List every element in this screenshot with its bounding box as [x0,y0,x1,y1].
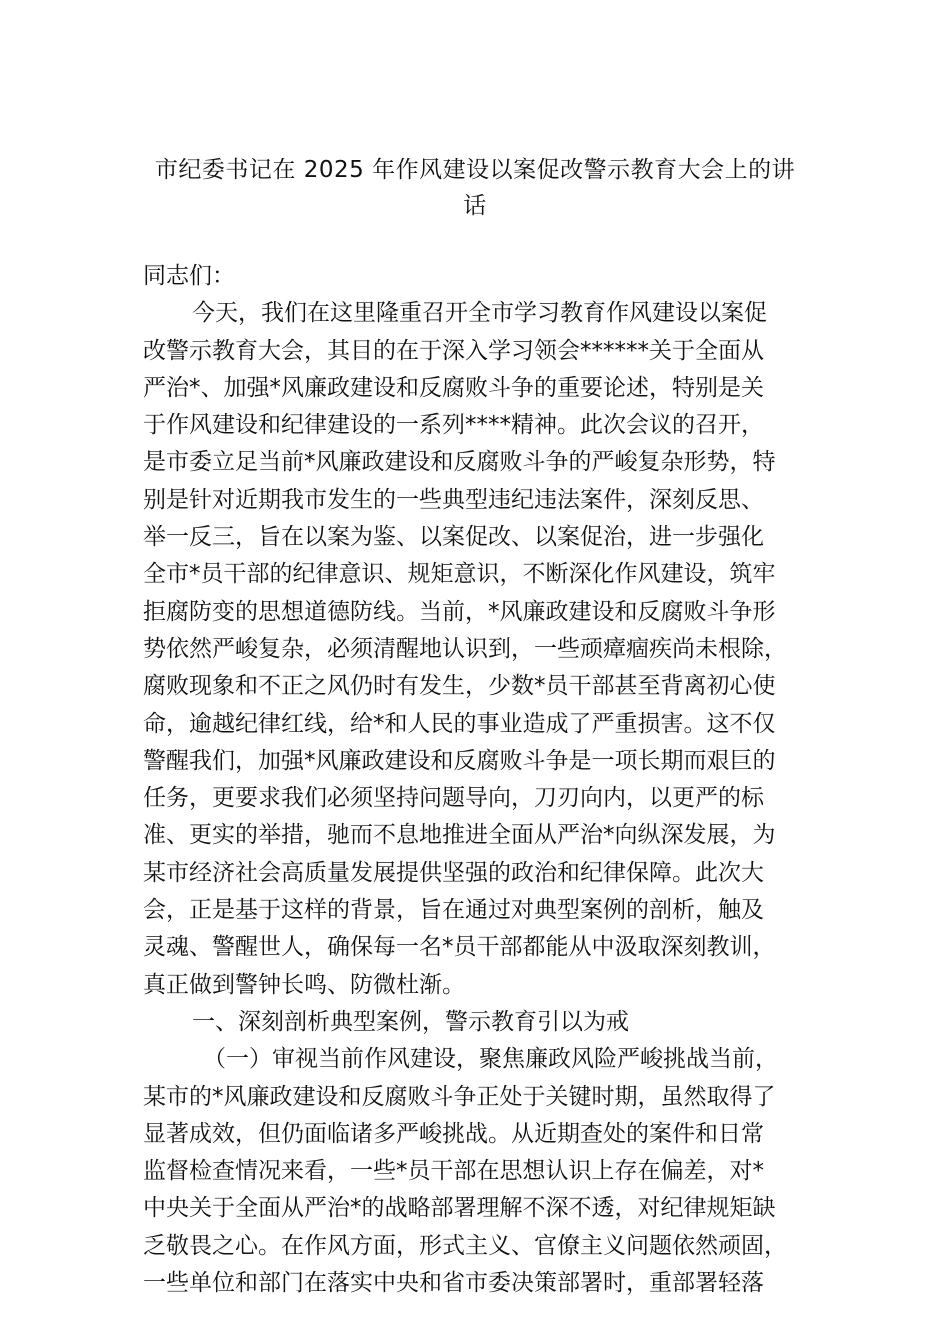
body-line: 任务，更要求我们必须坚持问题导向，刀刃向内，以更严的标 [143,785,764,812]
body-line: 灵魂、警醒世人，确保每一名*员干部都能从中汲取深刻教训， [143,934,776,961]
body-line: 监督检查情况来看，一些*员干部在思想认识上存在偏差，对* [143,1158,764,1185]
body-line: 警醒我们，加强*风廉政建设和反腐败斗争是一项长期而艰巨的 [143,747,776,774]
body-line: 改警示教育大会，其目的在于深入学习领会******关于全面从 [143,337,764,364]
body-line: 中央关于全面从严治*的战略部署理解不深不透，对纪律规矩缺 [143,1195,776,1222]
body-line: 某市的*风廉政建设和反腐败斗争正处于关键时期，虽然取得了 [143,1083,776,1110]
body-line: 拒腐防变的思想道德防线。当前，*风廉政建设和反腐败斗争形 [143,598,776,625]
document-body [143,258,808,1302]
body-line: 显著成效，但仍面临诸多严峻挑战。从近期查处的案件和日常 [143,1120,764,1147]
body-line: 某市经济社会高质量发展提供坚强的政治和纪律保障。此次大 [143,859,764,886]
title-line-2: 话 [463,193,487,219]
body-line: 乏敬畏之心。在作风方面，形式主义、官僚主义问题依然顽固， [143,1232,787,1259]
document-title [140,152,810,224]
body-line: 严治*、加强*风廉政建设和反腐败斗争的重要论述，特别是关 [143,374,764,401]
body-line: 准、更实的举措，驰而不息地推进全面从严治*向纵深发展，为 [143,822,776,849]
title-line-1: 市纪委书记在 2025 年作风建设以案促改警示教育大会上的讲 [154,157,796,183]
body-line: 于作风建设和纪律建设的一系列****精神。此次会议的召开， [143,412,764,439]
body-line: 今天，我们在这里隆重召开全市学习教育作风建设以案促 [192,300,767,327]
body-line: 命，逾越纪律红线，给*和人民的事业造成了严重损害。这不仅 [143,710,776,737]
body-line: 一些单位和部门在落实中央和省市委决策部署时，重部署轻落 [143,1270,764,1297]
body-line: 举一反三，旨在以案为鉴、以案促改、以案促治，进一步强化 [143,524,764,551]
body-line: 腐败现象和不正之风仍时有发生，少数*员干部甚至背离初心使 [143,673,776,700]
subsection-heading: （一）审视当前作风建设，聚焦廉政风险严峻挑战当前， [203,1046,778,1073]
body-line: 势依然严峻复杂，必须清醒地认识到，一些顽瘴痼疾尚未根除， [143,635,787,662]
body-line: 会，正是基于这样的背景，旨在通过对典型案例的剖析，触及 [143,897,764,924]
body-line: 是市委立足当前*风廉政建设和反腐败斗争的严峻复杂形势，特 [143,449,776,476]
body-line: 别是针对近期我市发生的一些典型违纪违法案件，深刻反思、 [143,486,764,513]
body-line: 全市*员干部的纪律意识、规矩意识，不断深化作风建设，筑牢 [143,561,776,588]
body-line: 真正做到警钟长鸣、防微杜渐。 [143,971,465,998]
section-heading: 一、深刻剖析典型案例，警示教育引以为戒 [192,1008,629,1035]
salutation: 同志们： [143,263,235,289]
